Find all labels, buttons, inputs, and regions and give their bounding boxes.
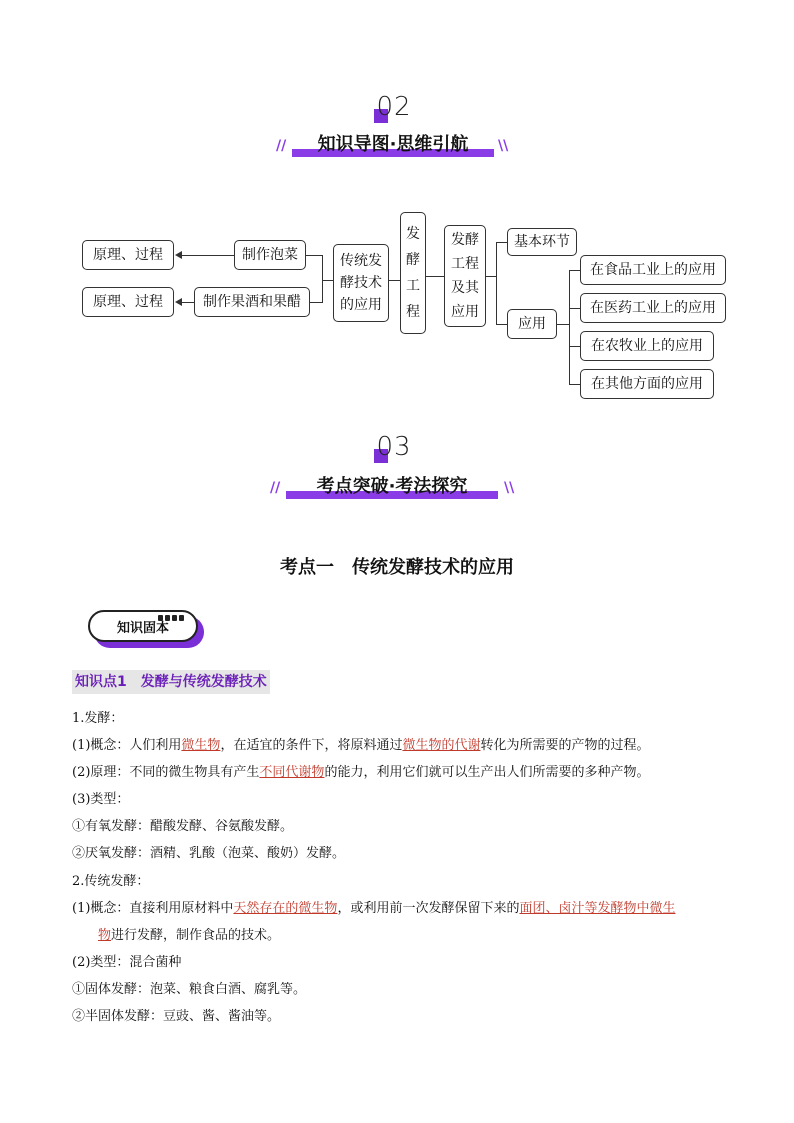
- mindmap-node: 在农牧业上的应用: [580, 331, 714, 361]
- connector: [569, 270, 580, 271]
- section-number: 03: [364, 432, 424, 462]
- text-line: (3)类型：: [72, 792, 130, 807]
- mindmap-node: 在食品工业上的应用: [580, 255, 726, 285]
- connector: [389, 280, 400, 281]
- connector: [426, 276, 444, 277]
- badge-label: 知识固本: [88, 610, 198, 642]
- mindmap-node: 制作泡菜: [234, 240, 306, 270]
- decor-slash-left: //: [276, 138, 287, 154]
- mindmap-node: 发酵工程: [400, 212, 426, 334]
- connector: [496, 324, 507, 325]
- connector: [496, 242, 507, 243]
- mindmap-node: 发酵工程及其应用: [444, 225, 486, 327]
- mindmap-node: 在其他方面的应用: [580, 369, 714, 399]
- mindmap-node: 应用: [507, 309, 557, 339]
- connector: [569, 384, 580, 385]
- decor-slash-right: \\: [498, 138, 509, 154]
- text-line: ②厌氧发酵：酒精、乳酸（泡菜、酸奶）发酵。: [72, 846, 346, 861]
- connector: [569, 346, 580, 347]
- section-title: 考点突破·考法探究: [286, 472, 498, 498]
- text-line: ①有氧发酵：醋酸发酵、谷氨酸发酵。: [72, 819, 294, 834]
- text-line: ①固体发酵：泡菜、粮食白酒、腐乳等。: [72, 982, 307, 997]
- text-line: ②半固体发酵：豆豉、酱、酱油等。: [72, 1009, 281, 1024]
- text-line: (2)类型：混合菌种: [72, 955, 182, 970]
- connector: [306, 255, 323, 256]
- knowledge-point-title: 知识点1 发酵与传统发酵技术: [72, 670, 270, 694]
- mindmap-node: 基本环节: [507, 228, 577, 256]
- knowledge-badge: [88, 610, 206, 648]
- decor-slash-right: \\: [504, 480, 515, 496]
- connector: [322, 255, 323, 303]
- text-line: 2.传统发酵：: [72, 874, 150, 889]
- mindmap-node: 制作果酒和果醋: [194, 287, 310, 317]
- connector: [569, 270, 570, 385]
- connector: [322, 280, 333, 281]
- connector: [569, 308, 580, 309]
- badge-dots-icon: [158, 606, 188, 614]
- arrow-icon: [175, 298, 182, 306]
- section-title: 知识导图·思维引航: [292, 130, 494, 156]
- decor-slash-left: //: [270, 480, 281, 496]
- connector: [486, 276, 496, 277]
- topic-heading: 考点一 传统发酵技术的应用: [280, 557, 514, 578]
- text-line: 1.发酵：: [72, 711, 124, 726]
- text-line: (1)概念：直接利用原材料中天然存在的微生物，或利用前一次发酵保留下来的面团、卤汁等发酵物中微生: [72, 901, 676, 916]
- mindmap-node: 原理、过程: [82, 287, 174, 317]
- connector: [181, 255, 234, 256]
- arrow-icon: [175, 251, 182, 259]
- text-line: (1)概念：人们利用微生物，在适宜的条件下，将原料通过微生物的代谢转化为所需要的产物的过程。: [72, 738, 650, 753]
- mindmap-node: 传统发酵技术的应用: [333, 244, 389, 322]
- section-number: 02: [364, 92, 424, 122]
- text-line: 物进行发酵，制作食品的技术。: [98, 928, 281, 943]
- mindmap-node: 在医药工业上的应用: [580, 293, 726, 323]
- mindmap-node: 原理、过程: [82, 240, 174, 270]
- text-line: (2)原理：不同的微生物具有产生不同代谢物的能力，利用它们就可以生产出人们所需要的多种产物。: [72, 765, 650, 780]
- connector: [496, 242, 497, 324]
- connector: [557, 324, 569, 325]
- connector: [181, 302, 194, 303]
